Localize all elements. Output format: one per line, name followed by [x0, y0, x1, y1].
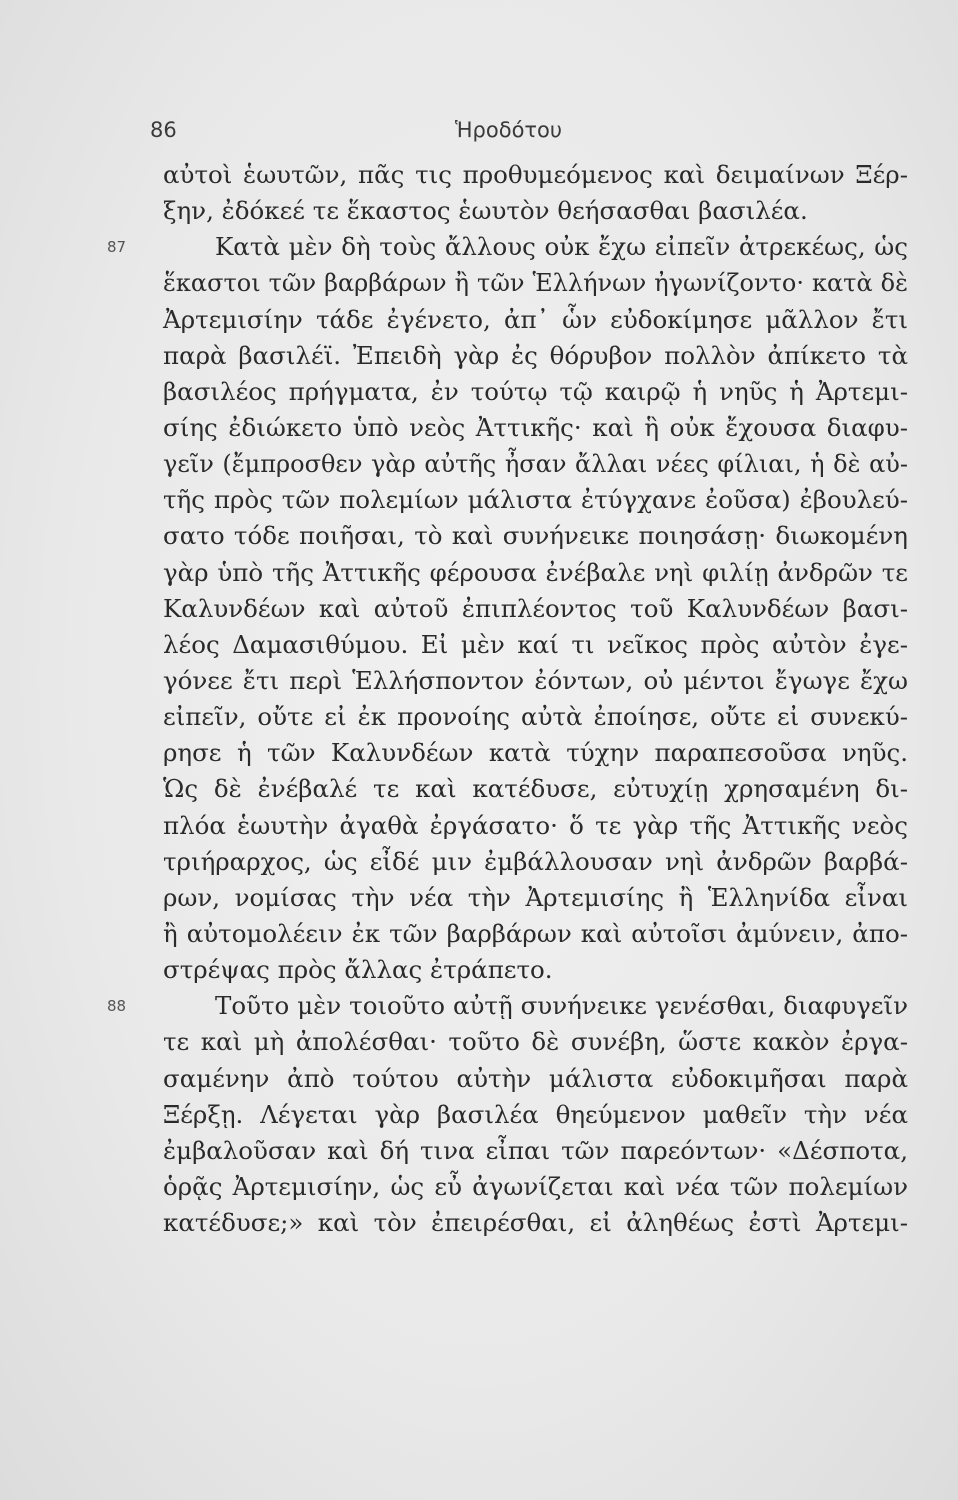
text-line	[163, 446, 908, 482]
line-text: ὁρᾷς Ἀρτεμισίην, ὡς εὖ ἀγωνίζεται καὶ νέα τῶν πολεμίων	[163, 1171, 908, 1201]
text-line	[163, 555, 908, 591]
line-text: Ἀρτεμισίην τάδε ἐγένετο, ἀπ᾽ ὧν εὐδοκίμησε μᾶλλον ἔτι	[163, 304, 908, 334]
text-line	[163, 1061, 908, 1097]
chapter-number: 88	[107, 997, 127, 1016]
text-line	[163, 1097, 908, 1133]
text-line	[163, 663, 908, 699]
line-text: γὰρ ὑπὸ τῆς Ἀττικῆς φέρουσα ἐνέβαλε νηὶ φιλίῃ ἀνδρῶν τε	[163, 557, 908, 587]
text-line	[163, 699, 908, 735]
text-line	[163, 916, 908, 952]
line-text: τῆς πρὸς τῶν πολεμίων μάλιστα ἐτύγχανε ἐοῦσα) ἐβουλεύ-	[163, 485, 908, 515]
line-text: γεῖν (ἔμπροσθεν γὰρ αὐτῆς ἦσαν ἄλλαι νέες φίλιαι, ἡ δὲ αὐ-	[163, 450, 908, 479]
text-line	[163, 627, 908, 663]
text-line	[163, 880, 908, 916]
line-text: Καλυνδέων καὶ αὐτοῦ ἐπιπλέοντος τοῦ Καλυνδέων βασι-	[163, 593, 908, 623]
line-text: σατο τόδε ποιῆσαι, τὸ καὶ συνήνεικε ποιησάσῃ· διωκομένη	[163, 521, 908, 551]
page-number: 86	[150, 118, 177, 142]
text-line	[163, 1024, 908, 1060]
line-text: ἐμβαλοῦσαν καὶ δή τινα εἶπαι τῶν παρεόντων· «Δέσποτα,	[163, 1135, 908, 1165]
text-line	[163, 410, 908, 446]
body-text	[107, 157, 908, 1241]
text-line	[163, 1133, 908, 1169]
text-line	[163, 482, 908, 518]
text-line	[163, 735, 908, 771]
text-line	[163, 374, 908, 410]
line-text: Κατὰ μὲν δὴ τοὺς ἄλλους οὐκ ἔχω εἰπεῖν ἀτρεκέως, ὡς	[215, 232, 908, 262]
line-text: γόνεε ἔτι περὶ Ἑλλήσποντον ἐόντων, οὐ μέντοι ἔγωγε ἔχω	[163, 665, 908, 695]
text-line	[163, 518, 908, 554]
line-text: ἢ αὐτομολέειν ἐκ τῶν βαρβάρων καὶ αὐτοῖσι ἀμύνειν, ἀπο-	[163, 918, 908, 948]
line-text: σαμένην ἀπὸ τούτου αὐτὴν μάλιστα εὐδοκιμῆσαι παρὰ	[163, 1063, 908, 1093]
line-text: βασιλέος πρήγματα, ἐν τούτῳ τῷ καιρῷ ἡ νηῦς ἡ Ἀρτεμι-	[163, 376, 908, 406]
text-line	[107, 229, 908, 265]
text-line	[163, 844, 908, 880]
text-line	[163, 265, 908, 301]
line-text: Τοῦτο μὲν τοιοῦτο αὐτῇ συνήνεικε γενέσθαι, διαφυγεῖν	[215, 991, 908, 1021]
line-text: παρὰ βασιλέϊ. Ἐπειδὴ γὰρ ἐς θόρυβον πολλὸν ἀπίκετο τὰ	[163, 340, 908, 370]
line-text: τε καὶ μὴ ἀπολέσθαι· τοῦτο δὲ συνέβη, ὥστε κακὸν ἐργα-	[163, 1027, 908, 1057]
line-text: πλόα ἑωυτὴν ἀγαθὰ ἐργάσατο· ὅ τε γὰρ τῆς Ἀττικῆς νεὸς	[163, 810, 908, 840]
line-text: εἰπεῖν, οὔτε εἰ ἐκ προνοίης αὐτὰ ἐποίησε, οὔτε εἰ συνεκύ-	[163, 702, 908, 732]
line-text: ρων, νομίσας τὴν νέα τὴν Ἀρτεμισίης ἢ Ἑλληνίδα εἶναι	[163, 882, 908, 912]
text-line	[163, 193, 908, 229]
line-text: τριήραρχος, ὡς εἶδέ μιν ἐμβάλλουσαν νηὶ ἀνδρῶν βαρβά-	[163, 846, 908, 876]
line-text: ξην, ἐδόκεέ τε ἕκαστος ἑωυτὸν θεήσασθαι βασιλέα.	[163, 196, 808, 226]
line-text: σίης ἐδιώκετο ὑπὸ νεὸς Ἀττικῆς· καὶ ἣ οὐκ ἔχουσα διαφυ-	[163, 412, 908, 442]
text-line	[163, 591, 908, 627]
line-text: αὐτοὶ ἑωυτῶν, πᾶς τις προθυμεόμενος καὶ δειμαίνων Ξέρ-	[163, 160, 908, 189]
text-line	[163, 338, 908, 374]
running-title: Ἡροδότου	[455, 118, 563, 142]
line-text: κατέδυσε;» καὶ τὸν ἐπειρέσθαι, εἰ ἀληθέως ἐστὶ Ἀρτεμι-	[163, 1208, 908, 1238]
line-text: λέος Δαμασιθύμου. Εἰ μὲν καί τι νεῖκος πρὸς αὐτὸν ἐγε-	[163, 629, 908, 659]
text-line	[163, 1169, 908, 1205]
text-line	[163, 771, 908, 807]
chapter-number: 87	[107, 238, 127, 257]
text-line	[163, 157, 908, 193]
running-head	[0, 118, 958, 148]
text-line	[163, 808, 908, 844]
line-text: Ξέρξῃ. Λέγεται γὰρ βασιλέα θηεύμενον μαθεῖν τὴν νέα	[163, 1099, 908, 1129]
text-line	[163, 952, 908, 988]
line-text: Ὡς δὲ ἐνέβαλέ τε καὶ κατέδυσε, εὐτυχίῃ χρησαμένη δι-	[163, 774, 908, 804]
text-line	[163, 302, 908, 338]
line-text: ρησε ἡ τῶν Καλυνδέων κατὰ τύχην παραπεσοῦσα νηῦς.	[163, 738, 908, 768]
line-text: ἕκαστοι τῶν βαρβάρων ἢ τῶν Ἑλλήνων ἠγωνίζοντο· κατὰ δὲ	[163, 269, 908, 298]
text-line	[163, 1205, 908, 1241]
line-text: στρέψας πρὸς ἄλλας ἐτράπετο.	[163, 955, 553, 985]
text-line	[107, 988, 908, 1024]
